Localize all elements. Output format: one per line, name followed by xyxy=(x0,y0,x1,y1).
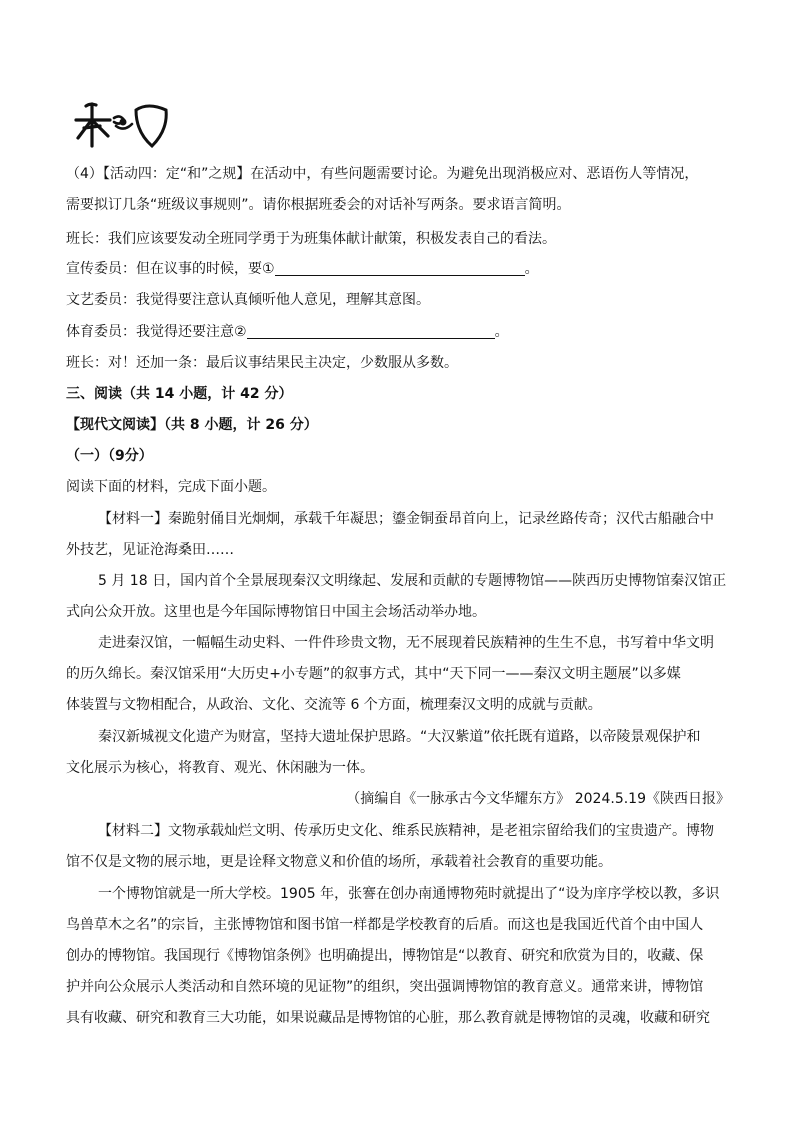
reading-instruction: 阅读下面的材料，完成下面小题。 xyxy=(66,479,276,495)
material2-p2-line3: 创办的博物馆。我国现行《博物馆条例》也明确提出，博物馆是“以教育、研究和欣赏为目的，收藏、保 xyxy=(66,948,704,964)
answer-blank-2[interactable] xyxy=(247,323,495,339)
material1-p4-line2: 文化展示为核心，将教育、观光、休闲融为一体。 xyxy=(66,760,374,776)
activity4-intro-line2: 需要拟订几条“班级议事规则”。请你根据班委会的对话补写两条。要求语言简明。 xyxy=(66,197,571,213)
material2-p1-line2: 馆不仅是文物的展示地，更是诠释文物意义和价值的场所，承载着社会教育的重要功能。 xyxy=(66,854,612,870)
sports-prefix: 体育委员：我觉得还要注意② xyxy=(66,324,247,340)
material1-p3-line1: 走进秦汉馆，一幅幅生动史料、一件件珍贵文物，无不展现着民族精神的生生不息，书写着中华文明 xyxy=(98,635,714,651)
dialog-monitor-1: 班长：我们应该要发动全班同学勇于为班集体献计献策，积极发表自己的看法。 xyxy=(66,231,556,247)
ancient-he-glyphs-image xyxy=(70,96,180,154)
answer-blank-1[interactable] xyxy=(275,260,525,276)
sports-suffix: 。 xyxy=(494,324,509,340)
material1-p1-line1: 【材料一】秦跪射俑目光炯炯，承载千年凝思；鎏金铜蚕昂首向上，记录丝路传奇；汉代古船融合中 xyxy=(98,511,714,527)
publicity-suffix: 。 xyxy=(524,261,539,277)
material2-p2-line1: 一个博物馆就是一所大学校。1905 年，张謇在创办南通博物苑时就提出了“设为庠序学校以教，多识 xyxy=(98,886,720,902)
material1-p3-line3: 体装置与文物相配合，从政治、文化、交流等 6 个方面，梳理秦汉文明的成就与贡献。 xyxy=(66,697,602,713)
dialog-publicity xyxy=(66,259,730,279)
publicity-prefix: 宣传委员：但在议事的时候，要① xyxy=(66,261,275,277)
material2-p1-line1: 【材料二】文物承载灿烂文明、传承历史文化、维系民族精神，是老祖宗留给我们的宝贵遗产。博物 xyxy=(98,823,714,839)
dialog-sports xyxy=(66,322,730,342)
material1-source: （摘编自《一脉承古今文华耀东方》 2024.5.19《陕西日报》 xyxy=(346,791,730,807)
material1-p2-line1: 5 月 18 日，国内首个全景展现秦汉文明缘起、发展和贡献的专题博物馆——陕西历史博物馆秦汉馆正 xyxy=(98,573,727,589)
modern-reading-heading: 【现代文阅读】（共 8 小题，计 26 分） xyxy=(66,417,318,433)
section3-heading: 三、阅读（共 14 小题，计 42 分） xyxy=(66,386,293,402)
material1-p3-line2: 的历久绵长。秦汉馆采用“大历史+小专题”的叙事方式，其中“天下同一——秦汉文明主题展”以多媒 xyxy=(66,666,681,682)
activity4-intro-line1: （4）【活动四：定“和”之规】在活动中，有些问题需要讨论。为避免出现消极应对、恶语伤人等情况， xyxy=(66,166,699,182)
material2-p2-line5: 具有收藏、研究和教育三大功能，如果说藏品是博物馆的心脏，那么教育就是博物馆的灵魂，收藏和研究 xyxy=(66,1010,710,1026)
part1-heading: （一）（9分） xyxy=(66,448,153,464)
material2-p2-line4: 护并向公众展示人类活动和自然环境的见证物”的组织，突出强调博物馆的教育意义。通常来讲，博物馆 xyxy=(66,979,704,995)
material2-p2-line2: 鸟兽草木之名”的宗旨，主张博物馆和图书馆一样都是学校教育的后盾。而这也是我国近代首个由中国人 xyxy=(66,917,704,933)
material1-p4-line1: 秦汉新城视文化遗产为财富，坚持大遗址保护思路。“大汉紫道”依托既有道路，以帝陵景观保护和 xyxy=(98,729,701,745)
material1-p2-line2: 式向公众开放。这里也是今年国际博物馆日中国主会场活动举办地。 xyxy=(66,604,486,620)
material1-p1-line2: 外技艺，见证沧海桑田…… xyxy=(66,542,234,558)
dialog-arts: 文艺委员：我觉得要注意认真倾听他人意见，理解其意图。 xyxy=(66,292,430,308)
dialog-monitor-2: 班长：对！还加一条：最后议事结果民主决定，少数服从多数。 xyxy=(66,355,458,371)
